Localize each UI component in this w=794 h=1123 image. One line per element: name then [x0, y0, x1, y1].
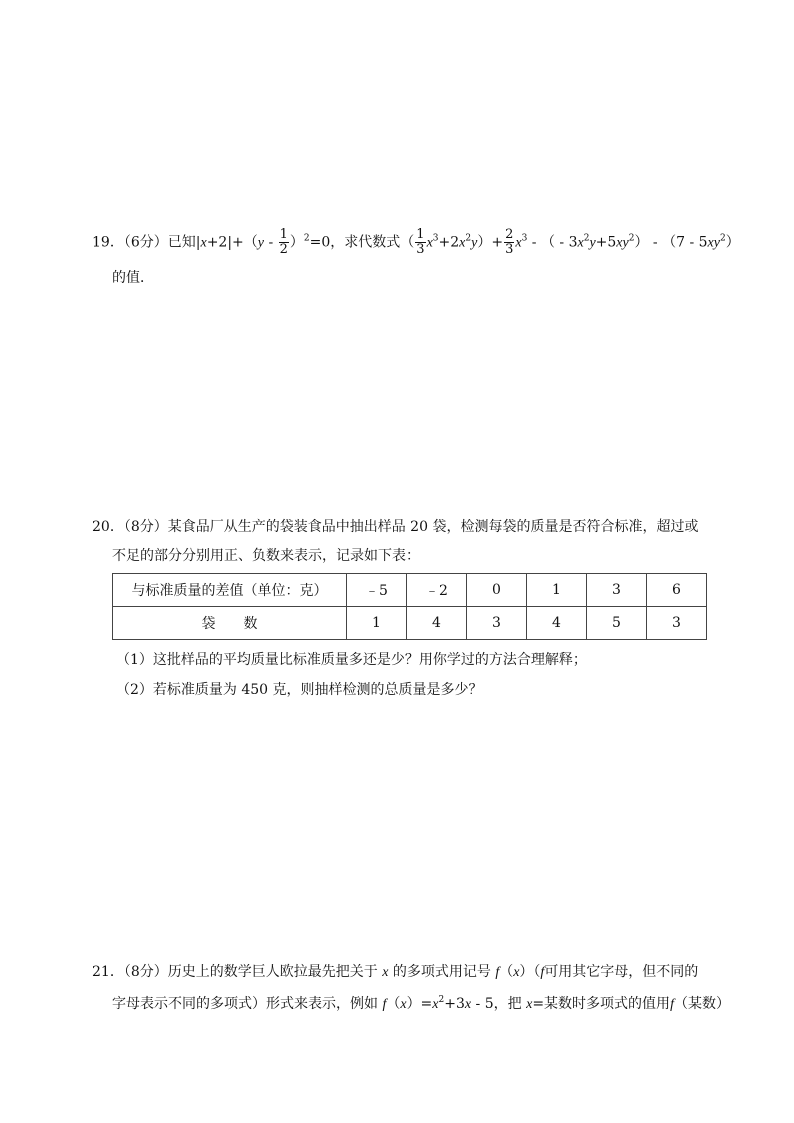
fraction-one-third: [415, 228, 425, 257]
q19-text: ）: [289, 234, 304, 251]
q19-number: 19: [92, 234, 110, 251]
var: x: [513, 965, 520, 980]
var: x: [526, 997, 533, 1012]
question-19-line1: 19．（6分）已知|x+2|+（y - $\frac{1}{2}$ ）$^2$=0，求代数式（ $\frac{1}{3}$ $x^3+2x^2y)+$ $\frac{2}{3}$ $x^3$ - （ - $3x^2y+5xy^2) - (7 - 5xy^2)$: [92, 227, 740, 257]
q19-score: （6分）: [123, 234, 168, 251]
question-21-line1: [92, 962, 698, 983]
exponent: 3: [521, 233, 528, 244]
var: x: [400, 997, 407, 1012]
var: f: [382, 997, 387, 1012]
mass-difference-table: [112, 573, 707, 640]
var: xy: [616, 235, 629, 251]
q21-text: （某数）: [673, 996, 730, 1012]
table-cell: 1: [527, 574, 587, 607]
q21-text: =某数时多项式的值用: [532, 996, 671, 1012]
var: f: [495, 965, 500, 980]
table-row: [113, 607, 707, 640]
question-20-line2: 不足的部分分别用正、负数来表示，记录如下表：: [112, 548, 420, 564]
var: x: [382, 965, 389, 980]
exponent: 2: [438, 995, 445, 1005]
fraction-one-half: [279, 228, 289, 257]
q19-text: ） - （7 - 5: [634, 234, 708, 251]
var: x: [464, 997, 472, 1012]
q21-text: （: [386, 996, 401, 1012]
exponent: 2: [719, 233, 726, 244]
numerator: 2: [505, 227, 514, 242]
q20-number: 20: [92, 519, 110, 535]
var: f: [670, 997, 674, 1012]
q19-text: +5: [595, 234, 617, 251]
table-cell: 6: [647, 574, 707, 607]
q21-text: ．（8分）历史上的数学巨人欧拉最先把关于: [109, 964, 383, 980]
table-cell: 4: [407, 607, 467, 640]
table-cell: 5: [587, 607, 647, 640]
q19-text: =0，求代数式（: [309, 234, 415, 251]
var: y: [589, 235, 596, 251]
q21-text: 的多项式用记号: [388, 964, 496, 980]
q21-text: +3: [444, 996, 465, 1012]
var: x: [459, 235, 466, 251]
q21-text: 可用其它字母，但不同的: [544, 964, 699, 980]
q21-text: ）（: [519, 964, 541, 980]
exponent: 2: [465, 233, 472, 244]
table-row: [113, 574, 707, 607]
q21-text: 字母表示不同的多项式）形式来表示，例如: [112, 996, 383, 1012]
exponent: 2: [583, 233, 590, 244]
var: xy: [707, 235, 720, 251]
q19-text: ）+: [477, 234, 504, 251]
question-20-sub2: （2）若标准质量为 450 克，则抽样检测的总质量是多少？: [116, 682, 483, 698]
denominator: 3: [505, 242, 514, 257]
table-cell: 4: [527, 607, 587, 640]
q21-text: （: [499, 964, 514, 980]
table-cell: 0: [467, 574, 527, 607]
var: x: [426, 235, 433, 251]
fraction-two-thirds: [504, 228, 514, 257]
table-cell: 3: [467, 607, 527, 640]
q19-text: - （ - 3: [527, 234, 578, 251]
question-21-line2: [112, 994, 730, 1015]
table-cell: ﹣2: [407, 574, 467, 607]
question-20-sub1: （1）这批样品的平均质量比标准质量多还是少？用你学过的方法合理解释；: [116, 652, 587, 668]
var: f: [540, 965, 545, 980]
table-cell: 1: [347, 607, 407, 640]
exponent: 2: [628, 233, 635, 244]
table-header-cell: 与标准质量的差值（单位：克）: [113, 574, 347, 607]
denominator: 3: [416, 242, 425, 257]
question-19-line2: 的值．: [112, 270, 154, 286]
q21-text: ）=: [406, 996, 433, 1012]
q21-number: 21: [92, 964, 110, 980]
denominator: 2: [279, 242, 288, 257]
var: x: [577, 235, 584, 251]
q20-text: ．（8分）某食品厂从生产的袋装食品中抽出样品 20 袋，检测每袋的质量是否符合标准，超过或: [109, 519, 699, 535]
var: y: [257, 235, 264, 251]
var: x: [515, 235, 522, 251]
q19-text: +2: [438, 234, 460, 251]
q19-text: ）: [725, 234, 740, 251]
q19-text: +2|+（: [206, 234, 258, 251]
table-header-cell: 袋 数: [113, 607, 347, 640]
q19-text: 已知|: [167, 234, 201, 251]
var: x: [200, 235, 207, 251]
question-20-line1: [92, 517, 698, 537]
numerator: 1: [279, 227, 288, 242]
q19-text: -: [264, 234, 278, 251]
table-cell: ﹣5: [347, 574, 407, 607]
table-cell: 3: [587, 574, 647, 607]
exponent: 2: [303, 233, 310, 244]
var: y: [471, 235, 478, 251]
table-cell: 3: [647, 607, 707, 640]
var: x: [432, 997, 439, 1012]
numerator: 1: [416, 227, 425, 242]
q21-text: - 5，把: [471, 996, 527, 1012]
exponent: 3: [432, 233, 439, 244]
